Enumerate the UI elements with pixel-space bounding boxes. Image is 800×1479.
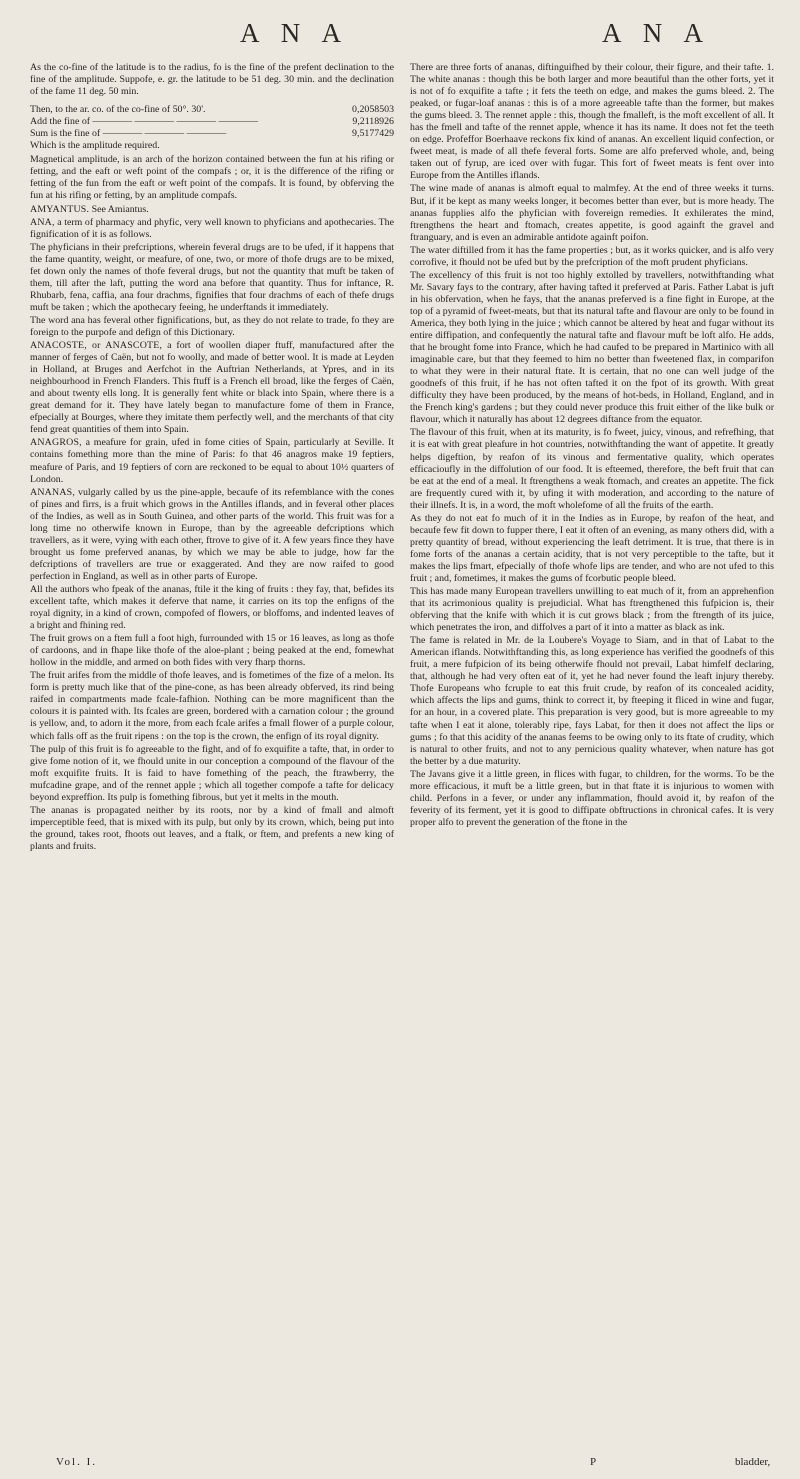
catchword: bladder, <box>735 1456 771 1468</box>
paragraph: The fruit grows on a ftem full a foot high, furrounded with 15 or 16 leaves, as long as thofe of cardoons, and in fhape like thofe of the aloe-plant ; being peaked at the end, fomewhat hollow in the middle, and armed on both fides with very fharp thorns. <box>30 633 394 669</box>
amplitude-paragraph: As the co-fine of the latitude is to the radius, fo is the fine of the prefent declination to the fine of the amplitude. Suppofe, e. gr. the latitude to be 51 deg. 30 min. and the declination of the fame 11 deg. 50 min. <box>30 62 394 98</box>
entry-text: a fort of woollen diaper ftuff, manufactured after the manner of ferges of Caën, but not fo woolly, and made of better wool. It is made at Leyden in Holland, at Bruges and Aerfchot in the Auftrian Netherlands, at Ypres, and in its neighbourhood in French Flanders. This ftuff is a French ell broad, like the ferges of Caën, and about twenty ells long. It is generally fent white or black into Spain, where there is a great demand for it. They have lately began to manufacture fome of them in France, efpecially at Bourges, where they imitate them perfectly well, and the merchants of that city fend great quantities of them into Spain. <box>30 340 395 436</box>
amplitude-calculation <box>30 104 394 152</box>
paragraph: There are three forts of ananas, diftinguifhed by their colour, their figure, and their tafte. 1. The white ananas : though this be both larger and more beautiful than the other forts, yet it is not of fo exquifite a tafte ; it fets the teeth on edge, and makes the gums bleed. 2. The peaked, or fugar-loaf ananas : this is of a more agreeable tafte than the former, but makes the gums bleed. 3. The rennet apple : this, though the fmalleft, is the moft excellent of all. It has the fmell and tafte of the rennet apple, whence it has its name. It does not fet the teeth on edge. Profeffor Boerhaave reckons fix kind of ananas. An excellent liquid confection, or fweet meat, is made of all thefe feveral forts. Some are alfo preferved whole, and, being taken out of fyrup, are iced over with fugar. This fort of fweet meats is fent over into Europe from the Antilles iflands. <box>410 62 774 182</box>
headword: ANAGROS, <box>30 437 82 449</box>
paragraph: All the authors who fpeak of the ananas, ftile it the king of fruits : they fay, that, befides its excellent tafte, which makes it deferve that name, it carries on its top the enfigns of the royal dignity, in a kind of crown, compofed of flowers, or bloffoms, and indented leaves of a bright and fhining red. <box>30 583 394 632</box>
paragraph: The pulp of this fruit is fo agreeable to the fight, and of fo exquifite a tafte, that, in order to give fome notion of it, we fhould unite in our conception a compound of the flavour of the moft exquifite fruits. It is faid to have fomething of the peach, the ftrawberry, the mufcadine grape, and of the rennet apple ; which all together compofe a tafte for delicacy beyond expreffion. Its pulp is fomething fibrous, but yet it melts in the mouth. <box>30 743 394 803</box>
entry-amyantus <box>30 204 394 216</box>
headword: AMYANTUS. <box>30 203 90 215</box>
calc-label: Add the fine of ———— ———— ———— ———— <box>30 116 258 128</box>
entry-anagros <box>30 437 394 485</box>
running-head-left: A N A <box>240 18 350 48</box>
entry-text: vulgarly called by us the pine-apple, becaufe of its refemblance with the cones of pines and firrs, is a fruit which grows in the Antilles iflands, and in feveral other places of the Indies, as well as in South Guinea, and other parts of the world. This fruit was for a long time no otherwife known in Europe, than by the agreeable defcriptions which travellers, as it were, vying with each other, ftrove to give of it. A few years fince they have brought us fome preferved ananas, by which we may be able to judge, how far the defcriptions of travellers are true or exaggerated. And they are now raifed to good perfection in England, as well as in other parts of Europe. <box>30 486 395 582</box>
paragraph: The fame is related in Mr. de la Loubere's Voyage to Siam, and in that of Labat to the American iflands. Notwithftanding this, as long experience has verified the goodnefs of this fruit, a mere fufpicion of its being otherwife fhould not prevail, Labat himfelf declaring, that, although he had very often eat of it, yet he had never found the leaft injury thereby. Thofe Europeans who fcruple to eat this fruit crude, by reafon of its concealed acidity, which affects the lips and gums, think to correct it, by fteeping it fliced in wine and fugar, for an hour, in a covered plate. This preparation is very good, but is more agreeable to my tafte when I eat it alone, tolerably ripe, fays Labat, for then it does not affect the lips or gums ; fo that this acidity of the ananas feems to be owing only to its ftate of crudity, which is natural to other fruits, and not to any pernicious quality whatever, when nature has got the better by a due maturity. <box>410 635 774 767</box>
calc-value: 9,2118926 <box>352 116 394 128</box>
signature-mark: P <box>590 1456 597 1468</box>
headword: ANACOSTE, or ANASCOTE, <box>30 340 163 352</box>
right-column <box>410 62 774 853</box>
headword: ANA, <box>30 216 55 228</box>
entry-ana <box>30 217 394 241</box>
paragraph: This has made many European travellers unwilling to eat much of it, from an apprehenfion that its acrimonious quality is prejudicial. What has ftrengthened this fufpicion is, their obferving that the knife with which it is cut grows black ; from the ftrength of its juice, which penetrates the iron, and diffolves a part of it into a matter as black as ink. <box>410 586 774 634</box>
calc-value: 9,5177429 <box>352 128 394 140</box>
paragraph: The excellency of this fruit is not too highly extolled by travellers, notwithftanding what Mr. Savary fays to the contrary, after having tafted it preferved at Paris. Father Labat is juft in his obfervation, when he fays, that the ananas preferved is a fine fight in Europe, at the top of a pyramid of fweet-meats, but that its natural tafte and flavour are only to be found in America, they both lying in the juice ; which cannot be altered by heat and fugar without its entire diffipation, and confequently the natural tafte and flavour muft be loft alfo. He adds, that he brought fome into France, which he had caufed to be prepared in Martinico with all imaginable care, but that they feemed to him no better than fweetened flax, in comparifon to what they were in their natural ftate. It is certain, that no one can well judge of the goodnefs of this fruit, if he has not often tafted it on the fpot of its growth. With great difficulty they have been produced, by the means of hot-beds, in Holland, England, and in the French king's gardens ; but they could never produce this fruit either of the like bulk or flavour, which it naturally has about 12 degrees diftance from the equator. <box>410 269 774 426</box>
paragraph: As they do not eat fo much of it in the Indies as in Europe, by reafon of the heat, and becaufe few fit down to fupper there, I eat it often of an evening, as many others did, with a pretty quantity of bread, without experiencing the leaft detriment. It is true, that there is in fome forts of the ananas a certain acidity, that is not very perceptible to the tafte, but it makes the lips fmart, efpecially of thofe whofe lips are tender, and who are not ufed to this fruit ; and, fometimes, it makes the gums of fcorbutic people bleed. <box>410 512 774 584</box>
calc-row <box>30 104 394 116</box>
running-head-right: A N A <box>602 18 712 48</box>
paragraph: The water diftilled from it has the fame properties ; but, as it works quicker, and is alfo very corrofive, it fhould not be ufed but by the prefcription of the moft prudent phyficians. <box>410 244 774 268</box>
calc-label: Which is the amplitude required. <box>30 140 160 152</box>
paragraph: The fruit arifes from the middle of thofe leaves, and is fometimes of the fize of a melon. Its form is pretty much like that of the pine-cone, as has been already obferved, its rind being raifed in compartments made fcale-fafhion. Nothing can be more magnificent than the colours it is painted with. Its fcales are green, bordered with a carnation colour ; the ground is yellow, and, to adorn it the more, from each fcale arifes a fmall flower of a purple colour, which falls off as the fruit ripens : on the top is the crown, the enfign of its royal dignity. <box>30 670 394 742</box>
magnetical-amplitude-paragraph: Magnetical amplitude, is an arch of the horizon contained between the fun at his rifing or fetting, and the eaft or weft point of the compafs ; or, it is the difference of the rifing or fetting of the fun from the eaft or weft point of the compafs. It is found, by obferving the fun at his rifing or fetting, by an amplitude compafs. <box>30 154 394 202</box>
entry-text: a term of pharmacy and phyfic, very well known to phyficians and apothecaries. The fignification of it is as follows. <box>30 216 394 240</box>
calc-value: 0,2058503 <box>352 104 394 116</box>
calc-row <box>30 116 394 128</box>
entry-ananas <box>30 487 394 583</box>
paragraph: The flavour of this fruit, when at its maturity, is fo fweet, juicy, vinous, and refrefhing, that it is eat with great pleafure in hot countries, notwithftanding the want of appetite. It greatly helps digeftion, by reafon of its vinous and fermentative quality, which operates efficacioufly in the diffolution of our food. It is efteemed, therefore, the beft fruit that can be eat at the end of a meal. It ftrengthens a weak ftomach, and creates an appetite. The fick are frequently cured with it, by ufing it with moderation, and according to the nature of their illnefs. It is, in a word, the moft wholefome of all the fruits of the earth. <box>410 427 774 511</box>
calc-row <box>30 140 394 152</box>
left-column <box>30 62 394 853</box>
paragraph: The wine made of ananas is almoft equal to malmfey. At the end of three weeks it turns. But, if it be kept as many weeks longer, it becomes better than ever, but is more heady. The ananas fupplies alfo the phyfician with fovereign remedies. It exhilerates the mind, ftrengthens the heart and ftomach, creates appetite, is good againft the gravel and ftranguary, and is even an admirable antidote againft poifon. <box>410 183 774 243</box>
paragraph: The phyficians in their prefcriptions, wherein feveral drugs are to be ufed, if it happens that the fame quantity, weight, or meafure, of one, two, or more of thofe drugs are to be mixed, fet down only the names of thofe feveral drugs, but not the quantity that muft be taken of them, till after the laft, putting the word ana before that quantity. Thus for inftance, R. Rhubarb, fena, caffia, ana four drachms, fignifies that four drachms of each of thefe drugs muft be taken ; which the apothecary feeing, he underftands it immediately. <box>30 241 394 313</box>
volume-number: Vol. I. <box>56 1456 97 1468</box>
paragraph: The ananas is propagated neither by its roots, nor by a kind of fmall and almoft imperceptible feed, that is mixed with its pulp, but only by its crown, which, being put into the ground, takes root, fhoots out leaves, and a ftalk, or ftem, and prefents a new king of plants and fruits. <box>30 804 394 852</box>
text-columns <box>30 62 774 853</box>
entry-text: See Amiantus. <box>91 203 149 215</box>
running-heads <box>30 18 774 62</box>
headword: ANANAS, <box>30 486 76 498</box>
calc-label: Then, to the ar. co. of the co-fine of 50°. 30'. <box>30 104 206 116</box>
calc-row <box>30 128 394 140</box>
entry-text: a meafure for grain, ufed in fome cities of Spain, particularly at Seville. It contains fomething more than the mine of Paris: fo that 46 anagros make 19 feptiers, meafure of Paris, and 19 feptiers of corn are reckoned to be equal to about 10½ quarters of London. <box>30 437 394 485</box>
entry-anacoste <box>30 340 394 436</box>
paragraph: The word ana has feveral other fignifications, but, as they do not relate to trade, fo they are foreign to the purpofe and defign of this Dictionary. <box>30 314 394 338</box>
calc-label: Sum is the fine of ———— ———— ———— <box>30 128 227 140</box>
paragraph: The Javans give it a little green, in flices with fugar, to children, for the worms. To be the more efficacious, it muft be a little green, but in that ftate it is injurious to women with child. Perfons in a fever, or under any inflammation, fhould avoid it, by reafon of the feverity of its ferment, yet it is good to diffipate obftructions in chronical cafes. It is very proper alfo to prevent the generation of the ftone in the <box>410 768 774 828</box>
